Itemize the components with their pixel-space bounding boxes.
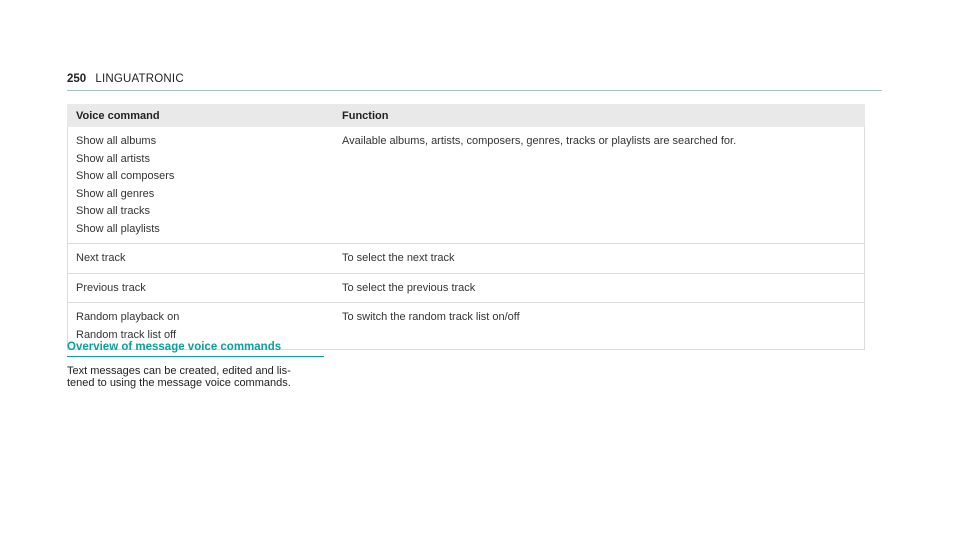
chapter-title: LINGUATRONIC — [95, 73, 184, 85]
voice-command: Random track list off — [76, 328, 177, 341]
voice-command-table — [67, 104, 865, 350]
table-row — [68, 273, 865, 303]
voice-command: Show all tracks — [76, 205, 150, 217]
body-text-line: tened to using the message voice commands. — [67, 377, 291, 389]
voice-command-cell — [68, 244, 335, 274]
page-header — [67, 70, 882, 91]
voice-command-cell — [68, 127, 335, 244]
voice-command: Show all artists — [76, 152, 150, 165]
voice-command: Show all genres — [76, 187, 155, 200]
table-row — [68, 244, 865, 274]
section-heading: Overview of message voice commands — [67, 341, 324, 357]
function-cell: To select the next track — [334, 244, 865, 274]
voice-command: Show all albums — [76, 135, 157, 147]
body-text-line: Text messages can be created, edited and lis- — [67, 365, 291, 377]
voice-command: Show all playlists — [76, 222, 160, 235]
function-cell: Available albums, artists, composers, genres, tracks or playlists are searched for. — [334, 127, 865, 244]
function-cell: To select the previous track — [334, 273, 865, 303]
page-number: 250 — [67, 73, 87, 85]
column-header-voice-command: Voice command — [68, 104, 335, 127]
voice-command: Show all composers — [76, 170, 175, 182]
section-body-text — [67, 365, 327, 389]
column-header-function: Function — [334, 104, 865, 127]
voice-command: Next track — [76, 252, 126, 264]
voice-command-cell — [68, 273, 335, 303]
function-cell: To switch the random track list on/off — [334, 303, 865, 350]
table-header-row — [68, 104, 865, 127]
voice-command: Previous track — [76, 281, 146, 294]
voice-command: Random playback on — [76, 311, 180, 323]
table-row — [68, 127, 865, 244]
